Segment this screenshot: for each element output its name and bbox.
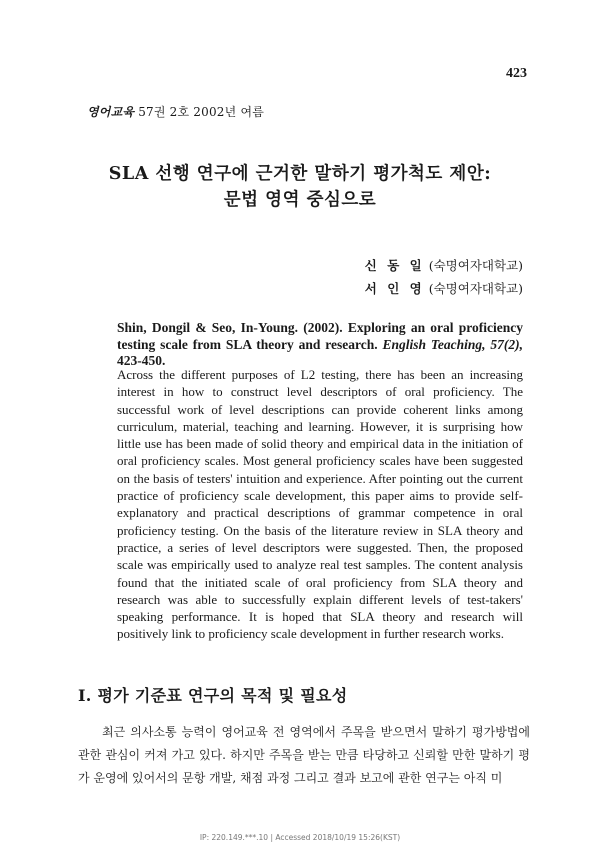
citation-volume: 57(2), bbox=[490, 336, 523, 352]
author-affiliation: (숙명여자대학교) bbox=[428, 258, 523, 273]
citation bbox=[117, 320, 523, 370]
journal-line bbox=[87, 103, 264, 120]
paper-title-line-2: 문법 영역 중심으로 bbox=[223, 190, 377, 210]
journal-name: 영어교육 bbox=[87, 105, 135, 119]
citation-pages: 423-450. bbox=[117, 353, 166, 368]
abstract: Across the different purposes of L2 testing, there has been an increasing interest in how to construct level descriptors of oral proficiency. The successful work of level descriptions can provide coherent links among curriculum, material, teaching and learning. However, it is surprising how little use has been made of solid theory and empirical data in the initiation of oral proficiency scales. Most general proficiency scales have been suggested on the basis of testers' intuition and experience. After pointing out the current practice of proficiency scale development, this paper aims to provide self-explanatory and practical descriptions of grammar competence in oral proficiency testing. On the basis of the literature review in SLA theory and practice, a series of level descriptors were suggested. Then, the proposed scale was empirically used to analyze real test samples. The content analysis found that the initiated scale of oral proficiency from SLA theory and research was able to successfully explain different levels of test-takers' speaking performance. It is hoped that SLA theory and research will positively link to proficiency scale development in further research works. bbox=[117, 367, 523, 642]
citation-journal: English Teaching, bbox=[382, 336, 486, 352]
paper-title-line-1: SLA 선행 연구에 근거한 말하기 평가척도 제안: bbox=[108, 164, 492, 184]
author-1 bbox=[365, 256, 523, 274]
section-heading: I. 평가 기준표 연구의 목적 및 필요성 bbox=[78, 686, 348, 705]
section-body: 최근 의사소통 능력이 영어교육 전 영역에서 주목을 받으면서 말하기 평가방법에 관한 관심이 커져 가고 있다. 하지만 주목을 받는 만큼 타당하고 신뢰할 만한 말하기 평가 운영에 있어서의 문항 개발, 채점 과정 그리고 결과 보고에 관한 연구는 아직 미 bbox=[78, 725, 530, 785]
access-footer: IP: 220.149.***.10 | Accessed 2018/10/19 15:26(KST) bbox=[199, 833, 401, 842]
author-name: 서 인 영 bbox=[364, 281, 425, 296]
citation-text: Shin, Dongil & Seo, In-Young. (2002). Exploring an oral proficiency testing scale from SLA theory and research. bbox=[117, 320, 523, 352]
author-affiliation: (숙명여자대학교) bbox=[428, 281, 523, 296]
author-2 bbox=[365, 279, 523, 297]
journal-issue: 57권 2호 2002년 여름 bbox=[138, 105, 265, 119]
author-name: 신 동 일 bbox=[364, 258, 425, 273]
page-number: 423 bbox=[506, 66, 527, 81]
